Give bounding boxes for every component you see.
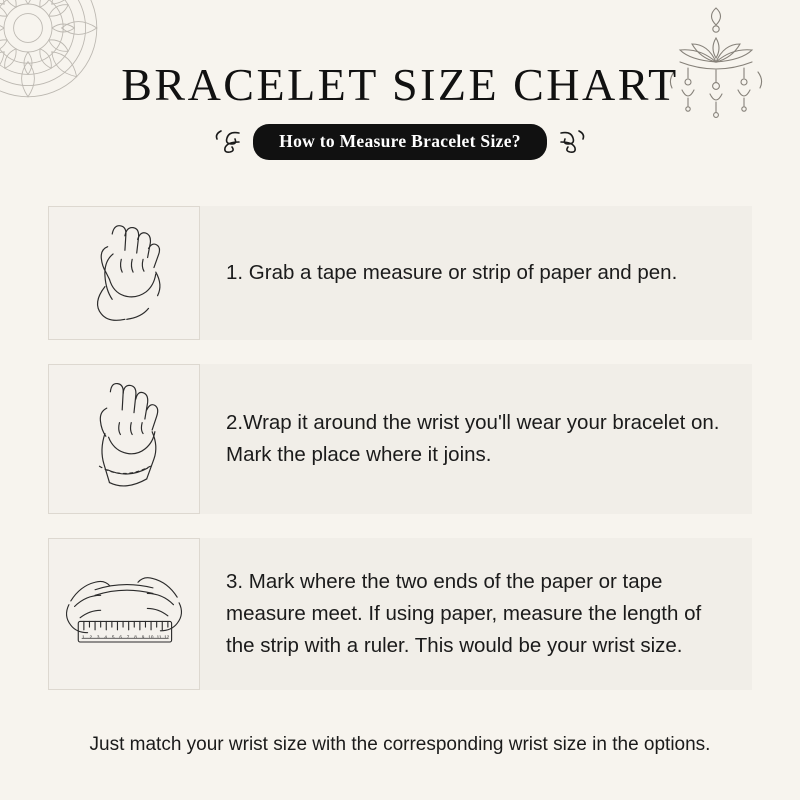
svg-text:10: 10 bbox=[148, 634, 154, 640]
footer-note: Just match your wrist size with the corresponding wrist size in the options. bbox=[89, 734, 711, 755]
hands-measuring-ruler-illustration bbox=[48, 538, 200, 690]
subtitle-row bbox=[0, 124, 800, 160]
svg-text:11: 11 bbox=[156, 634, 162, 640]
svg-text:8: 8 bbox=[134, 634, 137, 640]
page-title: BRACELET SIZE CHART bbox=[121, 59, 679, 110]
step-item bbox=[48, 364, 752, 514]
step-item bbox=[48, 206, 752, 340]
step-text: 1. Grab a tape measure or strip of paper and pen. bbox=[226, 261, 678, 285]
svg-text:5: 5 bbox=[111, 634, 115, 640]
svg-text:1: 1 bbox=[82, 634, 85, 640]
steps-list bbox=[48, 206, 752, 714]
svg-text:4: 4 bbox=[104, 634, 107, 640]
svg-text:2: 2 bbox=[89, 634, 93, 640]
flourish-right-icon bbox=[557, 129, 591, 155]
step-text: 3. Mark where the two ends of the paper or tape measure meet. If using paper, measure the length of the strip with a ruler. This would be your wrist size. bbox=[226, 570, 702, 657]
svg-text:12: 12 bbox=[164, 634, 170, 640]
subtitle-badge: How to Measure Bracelet Size? bbox=[253, 124, 547, 160]
step-item bbox=[48, 538, 752, 690]
hand-fist-illustration bbox=[48, 206, 200, 340]
svg-text:3: 3 bbox=[96, 634, 100, 640]
svg-text:6: 6 bbox=[119, 634, 122, 640]
flourish-left-icon bbox=[209, 129, 243, 155]
step-text: 2.Wrap it around the wrist you'll wear your bracelet on. Mark the place where it joins. bbox=[226, 411, 720, 466]
svg-text:7: 7 bbox=[126, 634, 130, 640]
hand-wrap-wrist-illustration bbox=[48, 364, 200, 514]
svg-text:9: 9 bbox=[141, 634, 145, 640]
